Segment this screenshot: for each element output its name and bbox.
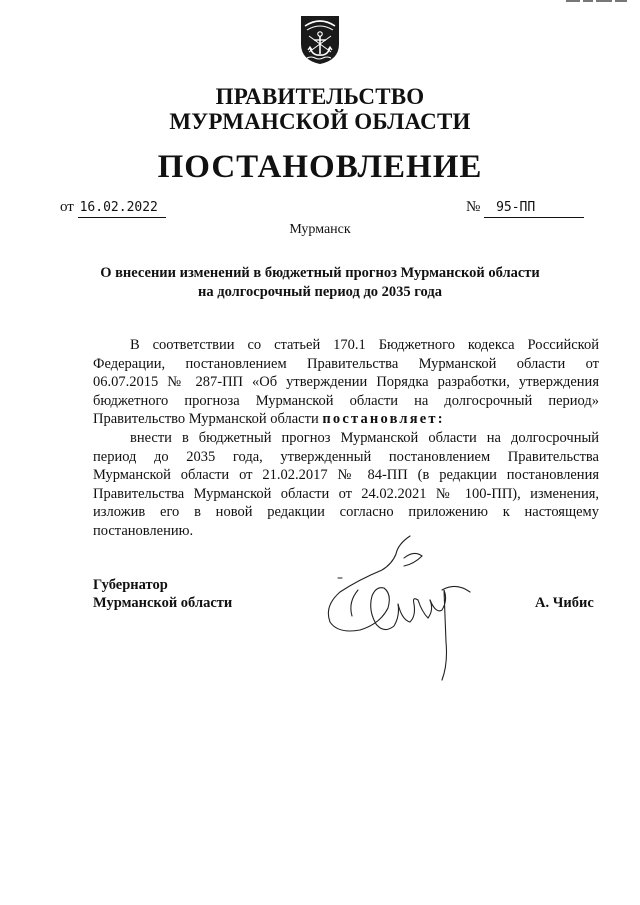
handwritten-signature <box>318 530 478 685</box>
number-prefix: № <box>466 199 481 215</box>
government-name-line1: ПРАВИТЕЛЬСТВО <box>215 84 425 109</box>
city-name: Мурманск <box>289 222 351 237</box>
scan-corner-mark <box>566 0 636 4</box>
document-type-title: ПОСТАНОВЛЕНИЕ <box>157 149 483 185</box>
body-line: период до 2035 года, утвержденный постановлением Правительства <box>93 448 599 465</box>
body-line: внести в бюджетный прогноз Мурманской области на долгосрочный <box>130 430 599 446</box>
date-field <box>60 198 166 218</box>
body-line <box>93 410 599 429</box>
number-value: 95-ПП <box>484 199 584 218</box>
government-name-line2: МУРМАНСКОЙ ОБЛАСТИ <box>169 109 471 134</box>
body-line: Правительства Мурманской области от 24.02.2021 № 100-ПП), изменения, <box>93 485 599 502</box>
signer-name: А. Чибис <box>535 595 594 611</box>
body-line: 06.07.2015 № 287-ПП «Об утверждении Порядка разработки, утверждения <box>93 374 599 391</box>
date-value: 16.02.2022 <box>78 199 166 218</box>
body-line: изложив его в новой редакции согласно приложению к настоящему <box>93 504 599 521</box>
body-line: постановлению. <box>93 523 194 539</box>
document-title-line1: О внесении изменений в бюджетный прогноз Мурманской области <box>100 265 540 281</box>
coat-of-arms-icon <box>299 14 341 66</box>
body-line: бюджетного прогноза Мурманской области на долгосрочный период» <box>93 392 599 409</box>
number-field <box>466 198 584 218</box>
signer-position-line2: Мурманской области <box>93 595 233 611</box>
resolution-keyword: постановляет: <box>322 411 445 428</box>
date-prefix: от <box>60 199 74 215</box>
body-line: Федерации, постановлением Правительства Мурманской области от <box>93 355 599 372</box>
body-line: Мурманской области от 21.02.2017 № 84-ПП (в редакции постановления <box>93 467 599 484</box>
signer-position-line1: Губернатор <box>93 577 168 593</box>
document-title-line2: на долгосрочный период до 2035 года <box>198 284 442 300</box>
body-line: В соответствии со статьей 170.1 Бюджетного кодекса Российской <box>130 337 599 353</box>
body-line-text: Правительство Мурманской области <box>93 411 319 428</box>
